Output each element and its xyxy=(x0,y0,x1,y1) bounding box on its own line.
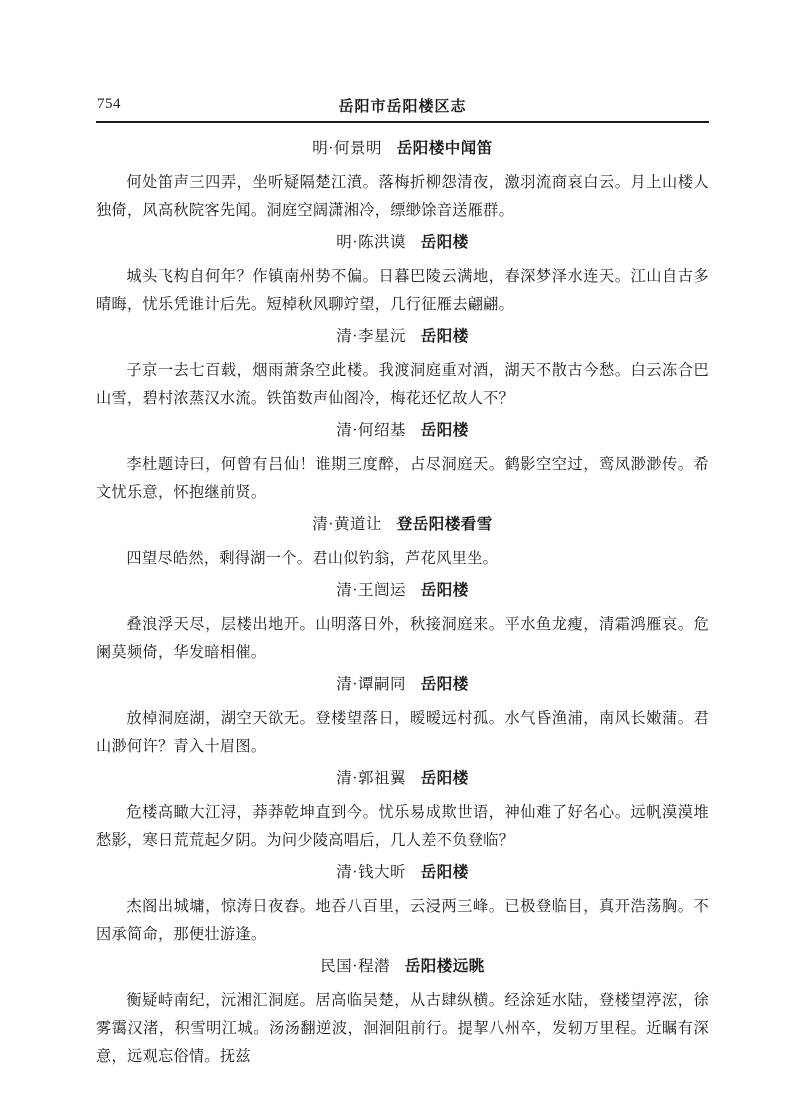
poem-heading xyxy=(96,421,709,441)
poem-body: 李杜题诗曰，何曾有吕仙！谁期三度醉，占尽洞庭天。鹤影空空过，鸾凤渺渺传。希文忧乐意，怀抱继前贤。 xyxy=(96,456,709,501)
poem-section xyxy=(96,421,709,507)
poem-body: 放棹洞庭湖，湖空天欲无。登楼望落日，暧暧远村孤。水气昏渔浦，南风长嫩蒲。君山渺何许？青入十眉图。 xyxy=(96,710,709,755)
poem-section xyxy=(96,863,709,949)
poem-body: 杰阁出城墉，惊涛日夜舂。地吞八百里，云浸两三峰。已极登临目，真开浩荡胸。不因承简命，那便壮游逢。 xyxy=(96,898,709,943)
poem-body: 子京一去七百载，烟雨萧条空此楼。我渡洞庭重对酒，湖天不散古今愁。白云冻合巴山雪，碧村浓蒸汉水流。铁笛数声仙阁冷，梅花还忆故人不？ xyxy=(96,362,709,407)
poem-author: 清·钱大昕 xyxy=(336,864,406,881)
poem-heading xyxy=(96,957,709,977)
poem-body: 衡疑峙南纪，沅湘汇洞庭。居高临吴楚，从古肆纵横。经涂延水陆，登楼望渟浤，徐雾霭汉渚，积雪明江城。汤汤翻逆波，洄洄阻前行。提挈八州卒，发轫万里程。近瞩有深意，远观忘俗情。抚兹 xyxy=(96,992,709,1065)
header-rule xyxy=(96,121,709,123)
running-header: 岳阳市岳阳楼区志 xyxy=(338,98,467,115)
poem-section xyxy=(96,957,709,1071)
poem-body: 叠浪浮天尽，层楼出地开。山明落日外，秋接洞庭来。平水鱼龙瘦，清霜鸿雁哀。危阑莫频倚，华发暗相催。 xyxy=(96,616,709,661)
poem-title: 岳阳楼 xyxy=(420,582,469,599)
poem-section xyxy=(96,233,709,319)
poem-author: 清·黄道让 xyxy=(312,516,382,533)
poem-title: 岳阳楼 xyxy=(420,422,469,439)
poem-author: 清·谭嗣同 xyxy=(336,676,406,693)
poem-author: 明·陈洪谟 xyxy=(336,234,406,251)
poem-heading xyxy=(96,675,709,695)
poem-author: 清·何绍基 xyxy=(336,422,406,439)
poem-body: 四望尽皓然，剩得湖一个。君山似钓翁，芦花风里坐。 xyxy=(126,550,499,567)
poem-section xyxy=(96,581,709,667)
poem-title: 岳阳楼远眺 xyxy=(404,958,485,975)
poem-heading xyxy=(96,327,709,347)
poem-heading xyxy=(96,515,709,535)
page-number: 754 xyxy=(97,96,121,112)
poem-title: 岳阳楼 xyxy=(420,864,469,881)
poem-title: 岳阳楼 xyxy=(420,328,469,345)
poem-heading xyxy=(96,233,709,253)
poem-body: 何处笛声三四弄，坐听疑隔楚江濆。落梅折柳怨清夜，激羽流商哀白云。月上山楼人独倚，风高秋院客先闻。洞庭空阔潇湘冷，缥缈馀音送雁群。 xyxy=(96,174,709,219)
poem-section xyxy=(96,327,709,413)
poem-author: 清·郭祖翼 xyxy=(336,770,406,787)
poem-title: 岳阳楼 xyxy=(420,234,469,251)
poem-title: 岳阳楼 xyxy=(420,676,469,693)
poem-section xyxy=(96,675,709,761)
poem-body: 危楼高瞰大江浔，莽莽乾坤直到今。忧乐易成欺世语，神仙难了好名心。远帆漠漠堆愁影，寒日荒荒起夕阴。为问少陵高唱后，几人差不负登临？ xyxy=(96,804,709,849)
poem-heading xyxy=(96,139,709,159)
poem-section xyxy=(96,515,709,573)
poem-body: 城头飞构自何年？作镇南州势不偏。日暮巴陵云满地，春深梦泽水连天。江山自古多晴晦，忧乐凭谁计后先。短棹秋风聊竚望，几行征雁去翩翩。 xyxy=(96,268,709,313)
poem-heading xyxy=(96,863,709,883)
poem-heading xyxy=(96,581,709,601)
poem-author: 清·李星沅 xyxy=(336,328,406,345)
poem-section xyxy=(96,769,709,855)
poem-author: 民国·程潜 xyxy=(320,958,390,975)
poem-title: 岳阳楼 xyxy=(420,770,469,787)
poem-title: 登岳阳楼看雪 xyxy=(396,516,493,533)
poem-author: 清·王闿运 xyxy=(336,582,406,599)
page-header xyxy=(96,95,709,115)
poem-title: 岳阳楼中闻笛 xyxy=(396,140,493,157)
poem-heading xyxy=(96,769,709,789)
poem-author: 明·何景明 xyxy=(312,140,382,157)
poem-section xyxy=(96,139,709,225)
